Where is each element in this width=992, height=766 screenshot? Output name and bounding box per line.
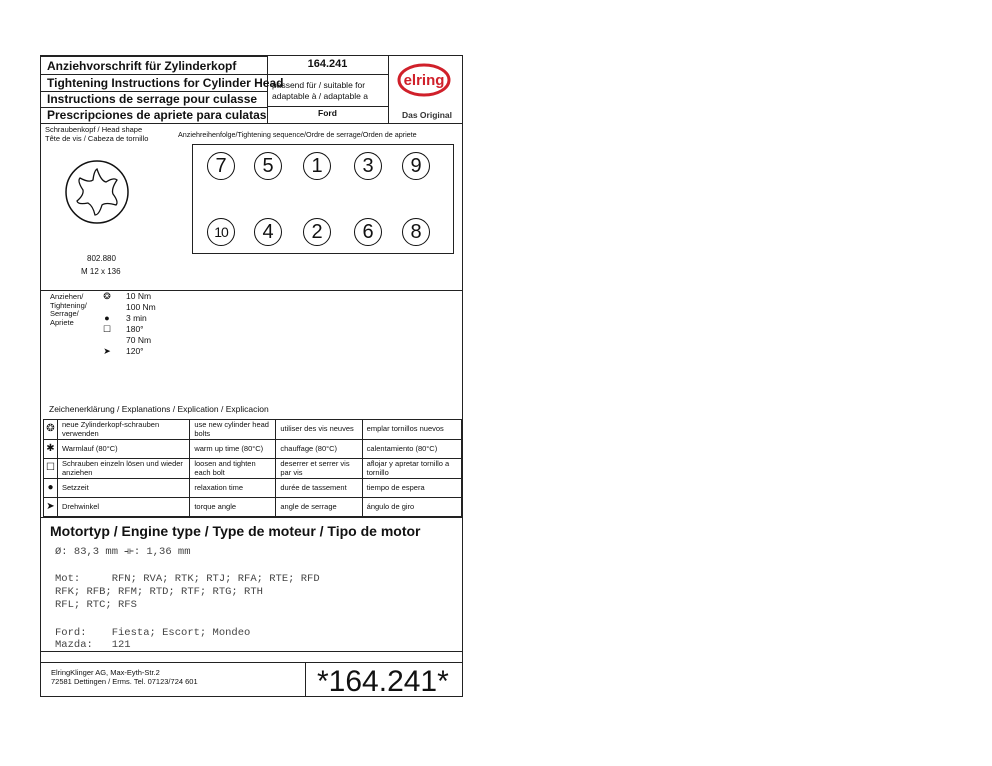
loosen-square-icon: ☐ (102, 324, 112, 334)
legend-de: Setzzeit (58, 479, 190, 498)
company-line-1: ElringKlinger AG, Max-Eyth-Str.2 (51, 668, 160, 677)
warmup-star-icon: ✱ (44, 440, 58, 459)
sequence-number: 7 (207, 152, 235, 180)
tightening-step: 100 Nm (126, 302, 156, 312)
torque-angle-arrow-icon: ➤ (103, 346, 111, 356)
suitable-line-2: adaptable à / adaptable a (272, 91, 368, 101)
tightening-step: 10 Nm (126, 291, 152, 301)
legend-en: warm up time (80°C) (190, 440, 276, 459)
instruction-sheet (40, 55, 463, 697)
sequence-label: Anziehreihenfolge/Tightening sequence/Ordre de serrage/Orden de apriete (178, 130, 417, 139)
relaxation-dot-icon: ● (104, 313, 110, 323)
sequence-number: 10 (207, 218, 235, 246)
tightening-label (50, 293, 87, 327)
engine-dimensions: Ø: 83,3 mm ⟛: 1,36 mm (55, 546, 191, 558)
legend-de: Schrauben einzeln lösen und wieder anziehen (58, 459, 190, 479)
sequence-number: 8 (402, 218, 430, 246)
legend-es: calentamiento (80°C) (362, 440, 461, 459)
tightening-step: 3 min (126, 313, 147, 323)
tightening-step: 180° (126, 324, 144, 334)
legend-fr: utiliser des vis neuves (276, 420, 362, 440)
tightening-step: 120° (126, 346, 144, 356)
tightening-label-line: Apriete (50, 317, 74, 327)
legend-es: ángulo de giro (362, 498, 461, 517)
torx-head-icon (64, 159, 130, 225)
torque-angle-arrow-icon: ➤ (44, 498, 58, 517)
new-bolt-icon: ❂ (44, 420, 58, 440)
title-german: Anziehvorschrift für Zylinderkopf (47, 59, 237, 73)
legend-en: loosen and tighten each bolt (190, 459, 276, 479)
legend-fr: angle de serrage (276, 498, 362, 517)
legend-es: aflojar y apretar tornillo a tornillo (362, 459, 461, 479)
head-shape-label-1: Schraubenkopf / Head shape (45, 125, 143, 134)
legend-fr: chauffage (80°C) (276, 440, 362, 459)
engine-codes-line-2: RFK; RFB; RFM; RTD; RTF; RTG; RTH (55, 586, 263, 598)
legend-fr: durée de tassement (276, 479, 362, 498)
tightening-steps (126, 291, 156, 357)
table-row (44, 479, 462, 498)
elring-logo (397, 63, 451, 97)
bolt-size: M 12 x 136 (81, 267, 121, 276)
suitable-line-1: passend für / suitable for (272, 80, 366, 90)
tightening-label-line: Anziehen/ (50, 292, 84, 301)
legend-en: relaxation time (190, 479, 276, 498)
sequence-number: 1 (303, 152, 331, 180)
table-row (44, 420, 462, 440)
title-english: Tightening Instructions for Cylinder Head (47, 76, 284, 90)
sequence-number: 6 (354, 218, 382, 246)
sequence-number: 4 (254, 218, 282, 246)
sequence-number: 5 (254, 152, 282, 180)
sequence-number: 9 (402, 152, 430, 180)
title-french: Instructions de serrage pour culasse (47, 92, 258, 106)
legend-heading: Zeichenerklärung / Explanations / Explication / Explicacion (49, 404, 269, 414)
legend-table (43, 419, 462, 517)
legend-de: neue Zylinderkopf-schrauben verwenden (58, 420, 190, 440)
make-label: Ford (318, 108, 337, 118)
engine-codes-line-1: Mot: RFN; RVA; RTK; RTJ; RFA; RTE; RFD (55, 573, 320, 585)
engine-type-heading: Motortyp / Engine type / Type de moteur / Tipo de motor (50, 523, 421, 539)
legend-es: emplar tornillos nuevos (362, 420, 461, 440)
tightening-label-line: Tightening/ (50, 300, 87, 310)
sequence-number: 2 (303, 218, 331, 246)
svg-text:elring: elring (403, 72, 445, 89)
ford-models: Ford: Fiesta; Escort; Mondeo (55, 627, 251, 639)
brand-tagline: Das Original (401, 110, 453, 120)
mazda-models: Mazda: 121 (55, 639, 131, 651)
tightening-step: 70 Nm (126, 335, 152, 345)
legend-de: Drehwinkel (58, 498, 190, 517)
table-row (44, 459, 462, 479)
legend-fr: deserrer et serrer vis par vis (276, 459, 362, 479)
loosen-square-icon: ☐ (44, 459, 58, 479)
tightening-label-line: Serrage/ (50, 309, 79, 318)
bolt-number: 802.880 (87, 254, 116, 263)
table-row (44, 498, 462, 517)
title-spanish: Prescripciones de apriete para culatas (47, 108, 267, 122)
legend-es: tiempo de espera (362, 479, 461, 498)
new-bolt-icon: ❂ (103, 291, 111, 301)
legend-de: Warmlauf (80°C) (58, 440, 190, 459)
legend-en: torque angle (190, 498, 276, 517)
sequence-number: 3 (354, 152, 382, 180)
head-shape-label-2: Tête de vis / Cabeza de tornillo (45, 134, 149, 143)
company-line-2: 72581 Dettingen / Erms. Tel. 07123/724 601 (51, 677, 198, 686)
engine-codes-line-3: RFL; RTC; RFS (55, 599, 137, 611)
tightening-symbols (101, 291, 113, 357)
table-row (44, 440, 462, 459)
legend-en: use new cylinder head bolts (190, 420, 276, 440)
part-number: 164.241 (307, 58, 348, 70)
relaxation-dot-icon: ● (44, 479, 58, 498)
barcode-text: *164.241* (317, 665, 449, 698)
